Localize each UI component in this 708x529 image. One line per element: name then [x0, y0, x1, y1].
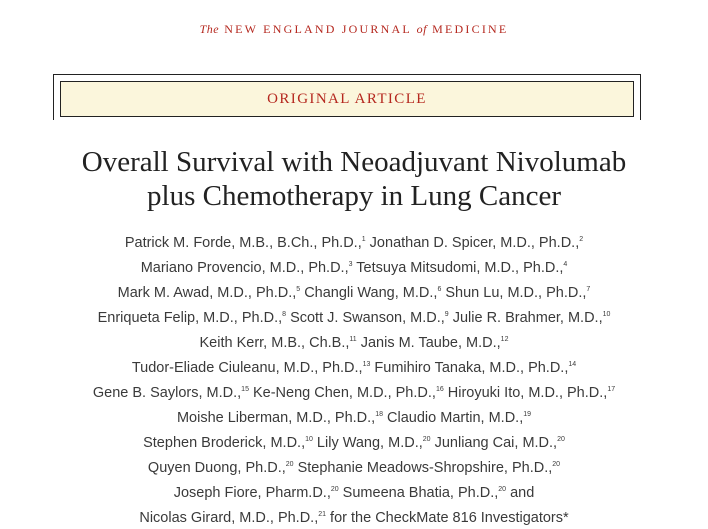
author-name: Mark M. Awad, M.D., Ph.D., — [117, 285, 297, 301]
author-line — [0, 229, 708, 254]
author-name: Changli Wang, M.D., — [300, 285, 438, 301]
author-name: Janis M. Taube, M.D., — [356, 335, 501, 351]
affiliation-number: 7 — [586, 286, 591, 293]
affiliation-number: 8 — [282, 311, 287, 318]
author-name: Shun Lu, M.D., Ph.D., — [441, 285, 587, 301]
author-name: Moishe Liberman, M.D., Ph.D., — [176, 410, 376, 426]
author-name: Stephanie Meadows-Shropshire, Ph.D., — [293, 460, 553, 476]
author-line — [0, 404, 708, 429]
affiliation-number: 14 — [568, 361, 577, 368]
masthead-the: The — [199, 22, 220, 36]
author-name: Keith Kerr, M.B., Ch.B., — [199, 335, 350, 351]
journal-masthead — [0, 22, 708, 37]
author-name: Quyen Duong, Ph.D., — [147, 460, 286, 476]
author-name: Jonathan D. Spicer, M.D., Ph.D., — [365, 235, 580, 251]
affiliation-number: 20 — [498, 486, 507, 493]
affiliation-number: 4 — [563, 261, 568, 268]
affiliation-number: 10 — [305, 436, 313, 443]
article-title-line-1: Overall Survival with Neoadjuvant Nivolumab — [81, 146, 627, 178]
masthead-journal-part1: NEW ENGLAND JOURNAL — [224, 22, 412, 36]
affiliation-number: 20 — [557, 436, 565, 443]
author-name: Enriqueta Felip, M.D., Ph.D., — [97, 310, 283, 326]
author-name: Claudio Martin, M.D., — [383, 410, 524, 426]
author-line — [0, 479, 708, 504]
author-line — [0, 429, 708, 454]
author-list — [0, 229, 708, 529]
author-name: Gene B. Saylors, M.D., — [92, 385, 242, 401]
affiliation-number: 18 — [375, 411, 384, 418]
affiliation-number: 3 — [348, 261, 353, 268]
affiliation-number: 20 — [422, 436, 431, 443]
affiliation-number: 1 — [361, 236, 366, 243]
author-line — [0, 354, 708, 379]
author-line — [0, 329, 708, 354]
affiliation-number: 13 — [362, 361, 371, 368]
affiliation-number: 19 — [523, 411, 532, 418]
affiliation-number: 20 — [330, 486, 339, 493]
affiliation-number: 15 — [241, 386, 249, 393]
affiliation-number: 16 — [435, 386, 444, 393]
affiliation-number: 10 — [602, 311, 611, 318]
author-name: Sumeena Bhatia, Ph.D., — [338, 485, 499, 501]
author-name: Julie R. Brahmer, M.D., — [448, 310, 603, 326]
author-line — [0, 504, 708, 529]
affiliation-number: 11 — [349, 336, 357, 343]
article-title-line-2: plus Chemotherapy in Lung Cancer — [147, 180, 561, 212]
author-line — [0, 254, 708, 279]
author-name: Ke-Neng Chen, M.D., Ph.D., — [248, 385, 436, 401]
author-name: Stephen Broderick, M.D., — [143, 435, 306, 451]
article-type-label: ORIGINAL ARTICLE — [267, 90, 427, 107]
affiliation-number: 17 — [607, 386, 616, 393]
author-name: and — [506, 485, 535, 501]
author-name: Nicolas Girard, M.D., Ph.D., — [139, 510, 319, 526]
article-type-banner — [53, 74, 641, 120]
author-name: Junliang Cai, M.D., — [430, 435, 558, 451]
masthead-journal-part2: MEDICINE — [432, 22, 509, 36]
affiliation-number: 20 — [552, 461, 561, 468]
author-line — [0, 304, 708, 329]
article-type-box — [60, 81, 634, 117]
author-name: Joseph Fiore, Pharm.D., — [173, 485, 331, 501]
affiliation-number: 9 — [444, 311, 449, 318]
author-name: Hiroyuki Ito, M.D., Ph.D., — [443, 385, 608, 401]
affiliation-number: 6 — [437, 286, 442, 293]
author-name: Tudor-Eliade Ciuleanu, M.D., Ph.D., — [131, 360, 363, 376]
author-name: Fumihiro Tanaka, M.D., Ph.D., — [370, 360, 569, 376]
masthead-of: of — [416, 22, 427, 36]
affiliation-number: 5 — [296, 286, 301, 293]
author-line — [0, 279, 708, 304]
affiliation-number: 12 — [500, 336, 509, 343]
author-name: Tetsuya Mitsudomi, M.D., Ph.D., — [352, 260, 564, 276]
article-title — [0, 145, 708, 213]
affiliation-number: 21 — [318, 511, 327, 518]
author-name: Mariano Provencio, M.D., Ph.D., — [140, 260, 349, 276]
author-name: for the CheckMate 816 Investigators* — [326, 510, 569, 526]
author-line — [0, 379, 708, 404]
author-name: Lily Wang, M.D., — [312, 435, 423, 451]
affiliation-number: 20 — [285, 461, 294, 468]
affiliation-number: 2 — [579, 236, 584, 243]
author-name: Patrick M. Forde, M.B., B.Ch., Ph.D., — [124, 235, 362, 251]
author-name: Scott J. Swanson, M.D., — [286, 310, 445, 326]
author-line — [0, 454, 708, 479]
